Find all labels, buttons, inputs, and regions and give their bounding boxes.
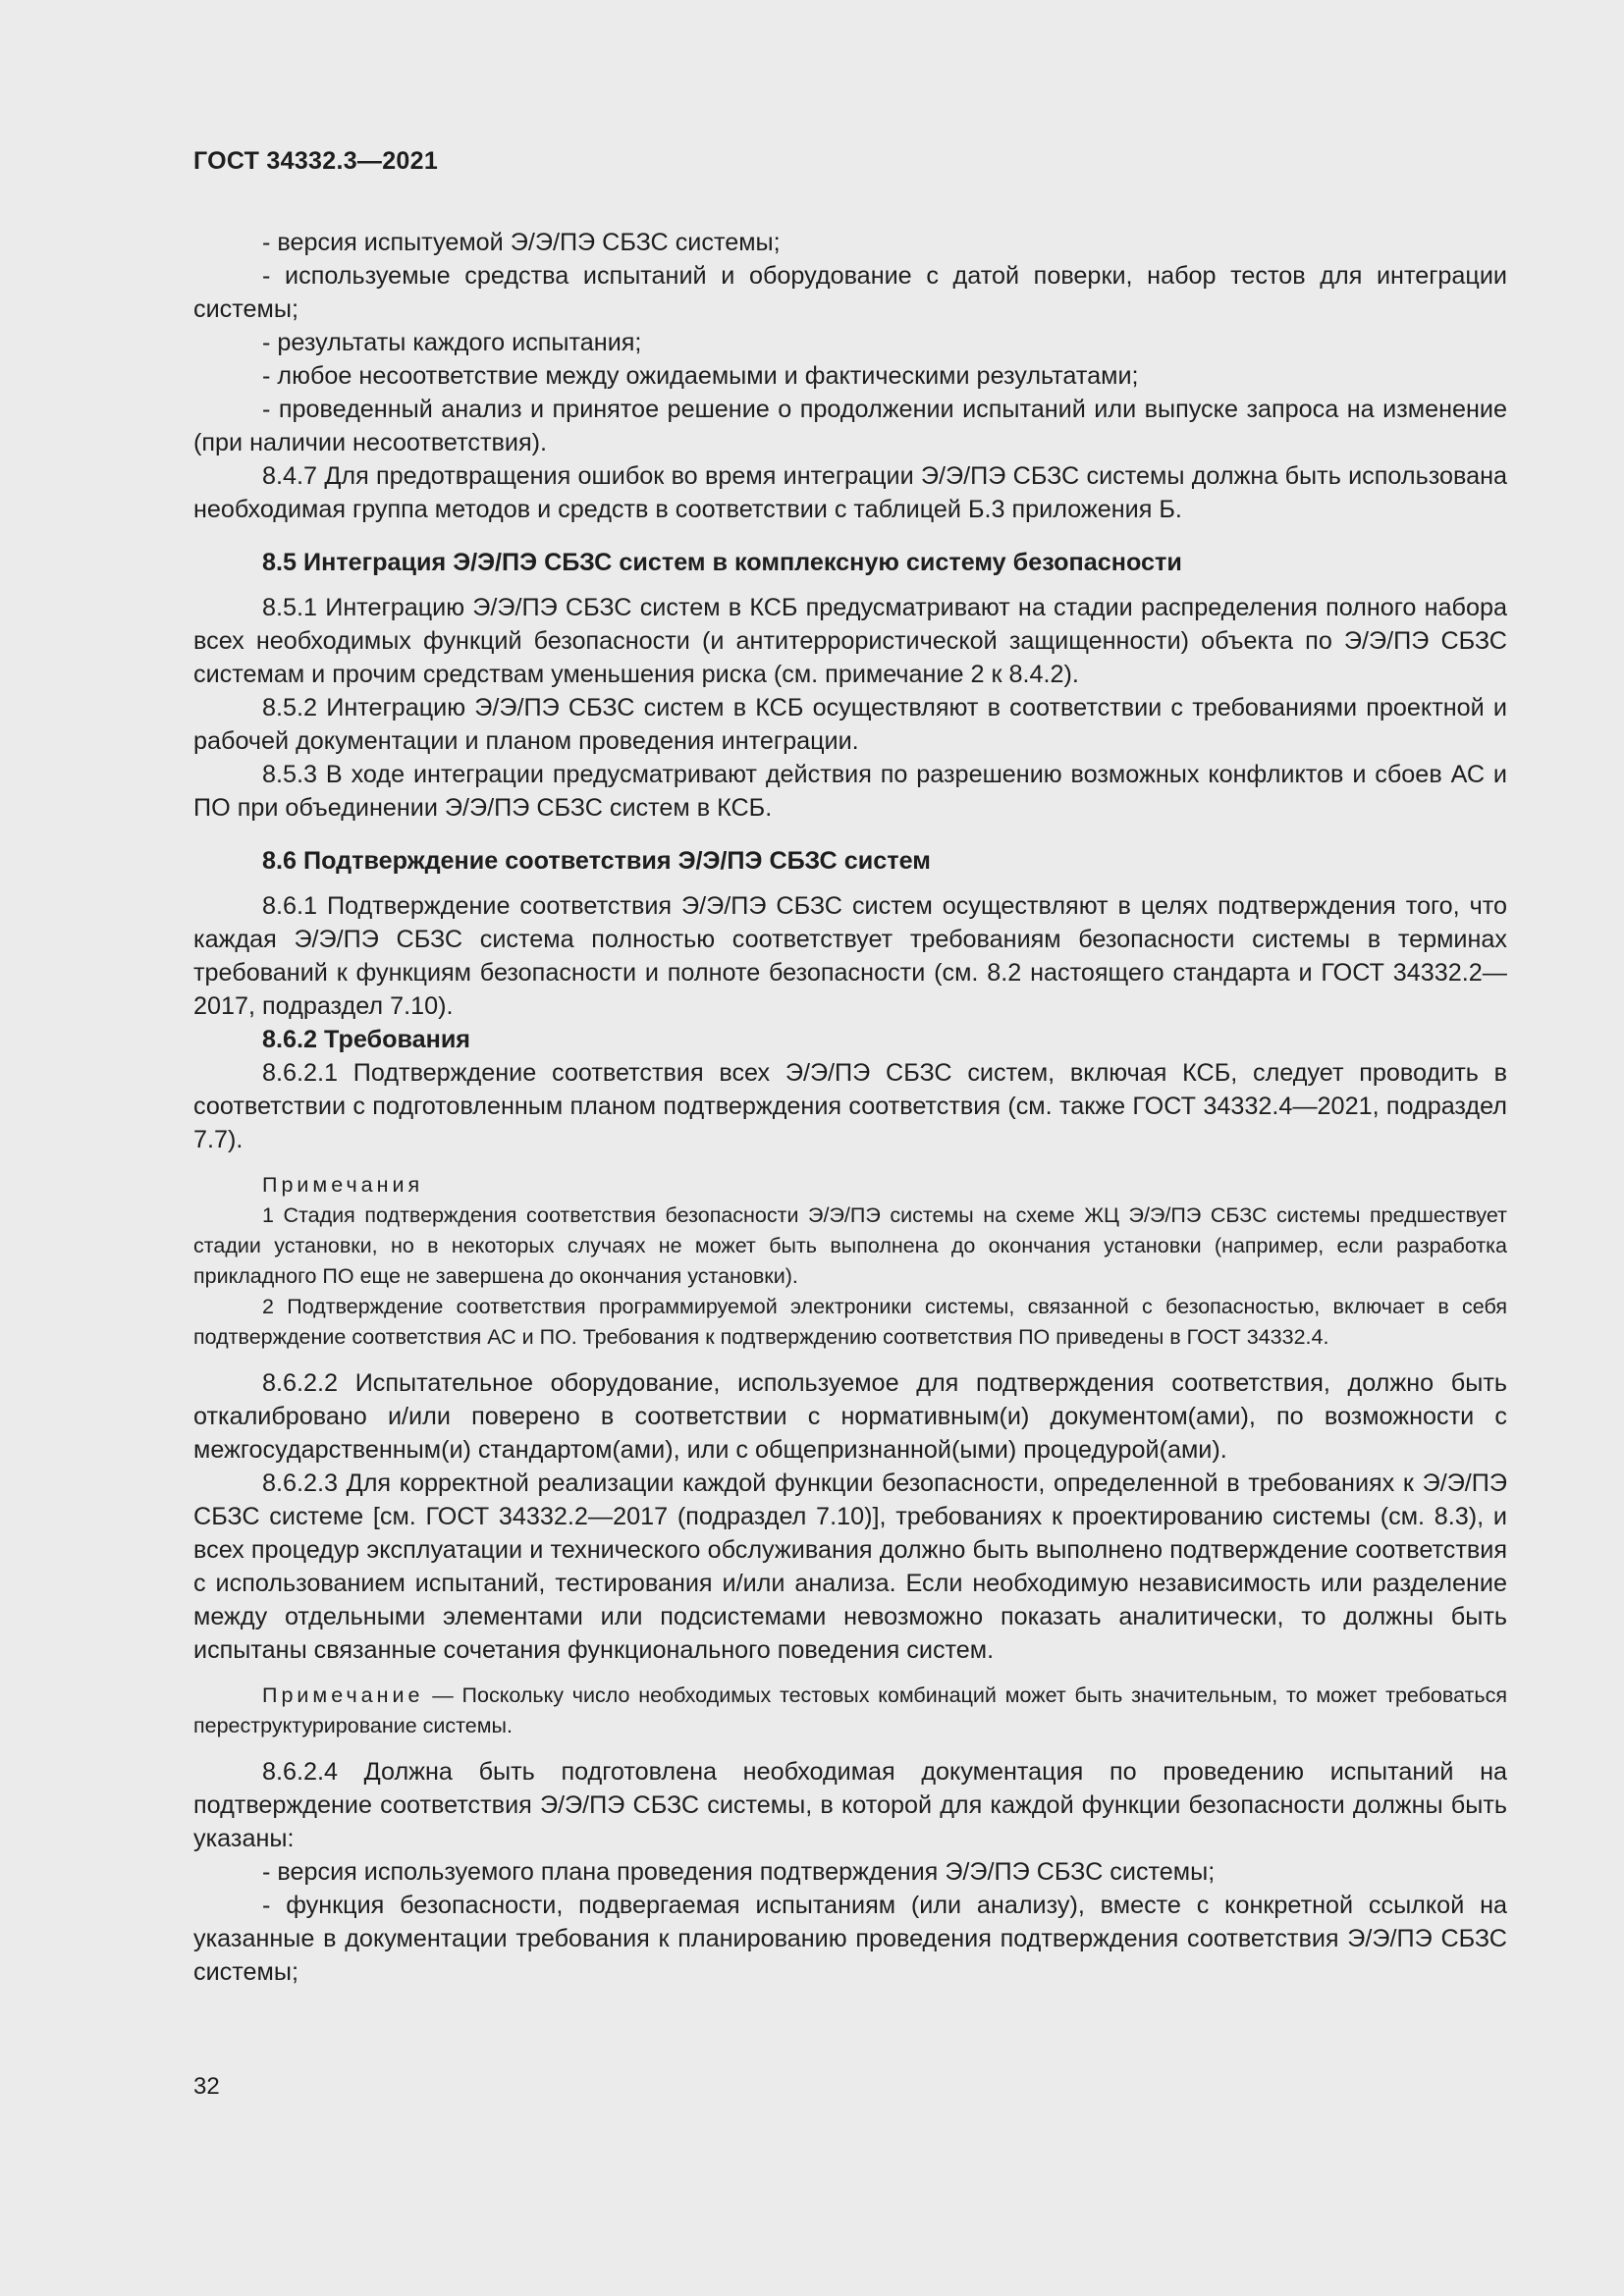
list-item: - версия испытуемой Э/Э/ПЭ СБЗС системы; bbox=[262, 229, 781, 256]
list-item: - любое несоответствие между ожидаемыми и фактическими результатами; bbox=[262, 362, 1139, 390]
paragraph-8-6-2-2: 8.6.2.2 Испытательное оборудование, используемое для подтверждения соответствия, должно быть откалибровано и/или поверено в соответствии с нормативным(и) документом(ами), по возможности с межгосударственным(и) стандартом(ами), или с общепризнанной(ыми) процедурой(ами). bbox=[193, 1369, 1507, 1464]
list-item: - версия используемого плана проведения подтверждения Э/Э/ПЭ СБЗС системы; bbox=[262, 1858, 1216, 1886]
document-body bbox=[193, 226, 1507, 1989]
paragraph-8-5-1: 8.5.1 Интеграцию Э/Э/ПЭ СБЗС систем в КСБ предусматривают на стадии распределения полного набора всех необходимых функций безопасности (и антитеррористической защищенности) объекта по Э/Э/ПЭ СБЗС системам и прочим средствам уменьшения риска (см. примечание 2 к 8.4.2). bbox=[193, 594, 1507, 688]
note-3-text: — Поскольку число необходимых тестовых комбинаций может быть значительным, то может требоваться переструктурирование системы. bbox=[193, 1683, 1507, 1737]
note-3-label: Примечание bbox=[262, 1683, 424, 1707]
list-item: - проведенный анализ и принятое решение о продолжении испытаний или выпуске запроса на изменение (при наличии несоответствия). bbox=[193, 396, 1507, 456]
notes-title: Примечания bbox=[262, 1173, 424, 1197]
note-2: 2 Подтверждение соответствия программируемой электроники системы, связанной с безопасностью, включает в себя подтверждение соответствия АС и ПО. Требования к подтверждению соответствия ПО приведены в ГОСТ 34332.4. bbox=[193, 1295, 1507, 1349]
list-item: - результаты каждого испытания; bbox=[262, 329, 642, 356]
paragraph-8-6-2-3: 8.6.2.3 Для корректной реализации каждой функции безопасности, определенной в требованиях к Э/Э/ПЭ СБЗС системе [см. ГОСТ 34332.2—2017 (подраздел 7.10)], требованиях к проектированию системы (см. 8.3), и всех процедур эксплуатации и технического обслуживания должно быть выполнено подтверждение соответствия с использованием испытаний, тестирования и/или анализа. Если необходимую независимость или разделение между отдельными элементами или подсистемами невозможно показать аналитически, то должны быть испытаны связанные сочетания функционального поведения систем. bbox=[193, 1469, 1507, 1664]
paragraph-8-6-2-1: 8.6.2.1 Подтверждение соответствия всех Э/Э/ПЭ СБЗС систем, включая КСБ, следует проводить в соответствии с подготовленным планом подтверждения соответствия (см. также ГОСТ 34332.4—2021, подраздел 7.7). bbox=[193, 1059, 1507, 1153]
paragraph-8-6-1: 8.6.1 Подтверждение соответствия Э/Э/ПЭ СБЗС систем осуществляют в целях подтверждения того, что каждая Э/Э/ПЭ СБЗС система полностью соответствует требованиям безопасности системы в терминах требований к функциям безопасности и полноте безопасности (см. 8.2 настоящего стандарта и ГОСТ 34332.2—2017, подраздел 7.10). bbox=[193, 892, 1507, 1020]
note-3 bbox=[193, 1681, 1507, 1741]
section-heading-8-5: 8.5 Интеграция Э/Э/ПЭ СБЗС систем в комплексную систему безопасности bbox=[262, 549, 1182, 576]
list-item: - функция безопасности, подвергаемая испытаниям (или анализу), вместе с конкретной ссылкой на указанные в документации требования к планированию проведения подтверждения соответствия Э/Э/ПЭ СБЗС системы; bbox=[193, 1892, 1507, 1986]
note-1: 1 Стадия подтверждения соответствия безопасности Э/Э/ПЭ системы на схеме ЖЦ Э/Э/ПЭ СБЗС системы предшествует стадии установки, но в некоторых случаях не может быть выполнена до окончания установки (например, если разработка прикладного ПО еще не завершена до окончания установки). bbox=[193, 1203, 1507, 1288]
paragraph-8-6-2-4: 8.6.2.4 Должна быть подготовлена необходимая документация по проведению испытаний на подтверждение соответствия Э/Э/ПЭ СБЗС системы, в которой для каждой функции безопасности должны быть указаны: bbox=[193, 1758, 1507, 1852]
list-item: - используемые средства испытаний и оборудование с датой поверки, набор тестов для интеграции системы; bbox=[193, 262, 1507, 323]
subsection-heading-8-6-2: 8.6.2 Требования bbox=[262, 1026, 471, 1053]
notes-block bbox=[193, 1170, 1507, 1353]
page-number: 32 bbox=[193, 2073, 220, 2100]
section-heading-8-6: 8.6 Подтверждение соответствия Э/Э/ПЭ СБЗС систем bbox=[262, 847, 931, 875]
paragraph-8-5-2: 8.5.2 Интеграцию Э/Э/ПЭ СБЗС систем в КСБ осуществляют в соответствии с требованиями проектной и рабочей документации и планом проведения интеграции. bbox=[193, 694, 1507, 755]
document-header-title: ГОСТ 34332.3—2021 bbox=[193, 147, 439, 175]
paragraph-8-5-3: 8.5.3 В ходе интеграции предусматривают действия по разрешению возможных конфликтов и сбоев АС и ПО при объединении Э/Э/ПЭ СБЗС систем в КСБ. bbox=[193, 761, 1507, 822]
paragraph-8-4-7: 8.4.7 Для предотвращения ошибок во время интеграции Э/Э/ПЭ СБЗС системы должна быть использована необходимая группа методов и средств в соответствии с таблицей Б.3 приложения Б. bbox=[193, 462, 1507, 523]
